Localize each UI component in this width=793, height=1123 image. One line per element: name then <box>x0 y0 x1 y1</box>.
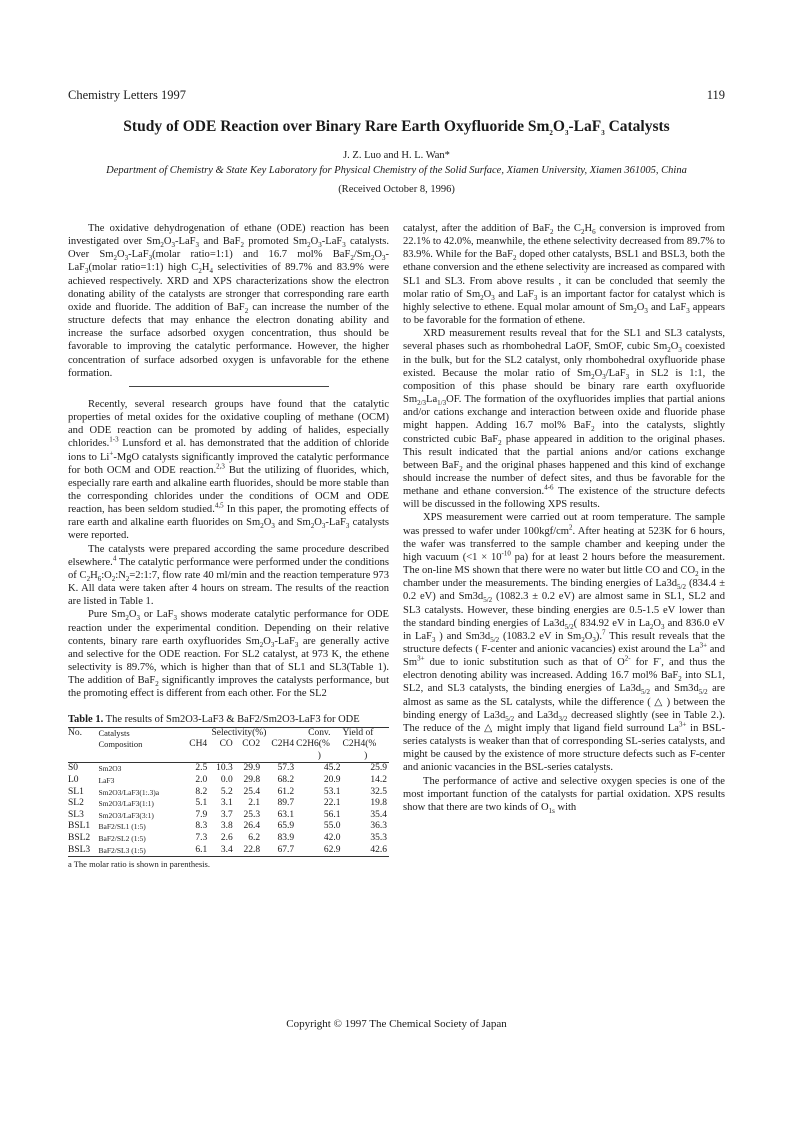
table-row <box>68 833 389 845</box>
cell-ch4: 7.3 <box>195 832 208 843</box>
paper-title: Study of ODE Reaction over Binary Rare Earth Oxyfluoride $Sm_2O_3-LaF_3$ Catalysts <box>123 118 670 138</box>
cell-yield: 36.3 <box>370 821 387 832</box>
left-column <box>68 222 389 871</box>
table-caption: Table 1. The results of Sm2O3-LaF3 & BaF2/Sm2O3-LaF3 for ODE <box>68 714 360 726</box>
cell-ch4: 6.1 <box>195 844 208 855</box>
cell-composition: Sm2O3/LaF3(3:1) <box>98 810 154 820</box>
cell-conv: 55.0 <box>323 821 341 832</box>
right-column <box>403 222 725 814</box>
table-row <box>68 821 389 833</box>
cell-c2h4: 61.2 <box>277 786 295 797</box>
body-paragraph: The performance of active and selective oxygen species is one of the most important function of the catalysts for partial oxidation. XPS results show that there are two kinds of $O_{1s}$ with <box>403 775 725 815</box>
cell-co: 3.8 <box>220 821 233 832</box>
cell-ch4: 8.3 <box>195 821 208 832</box>
cell-composition: BaF2/SL1 (1:5) <box>98 822 146 832</box>
cell-ch4: 8.2 <box>195 786 208 797</box>
cell-conv: 22.1 <box>323 798 341 809</box>
body-paragraph: Pure $Sm_2O_3$ or LaF$_3$ shows moderate catalytic performance for ODE reaction under the experimental condition. Depending on their relative contents, binary rare earth oxyfluorides $Sm_2O_3-LaF_3$ are generally active and selective for the ODE reaction. For SL2 catalyst, at 973 K, the ethene selectivity is 89.7%, which is higher than that of SL1 and SL3(Table 1). The addition of BaF$_2$ significantly improves the catalysts performance, but the promoting effect is different from each other. For the SL2 <box>68 609 390 700</box>
table-row <box>68 798 389 810</box>
cell-conv: 42.0 <box>323 832 341 843</box>
cell-conv: 62.9 <box>323 844 341 855</box>
cell-c2h4: 65.9 <box>277 821 295 832</box>
cell-yield: 42.6 <box>370 844 387 855</box>
body-paragraph: catalyst, after the addition of BaF$_2$ the $C_2H_6$ conversion is improved from 22.1% to 42.0%, meanwhile, the ethene selectivity decreased from 89.7% to 83.9%. While for the BaF$_2$ doped other catalysts, BSL1 and BSL3, both the ethane conversion and the ethene selectivity are increased as compared with SL1 and SL3. From above results , it can be concluded that seemly the molar ratio of $Sm_2O_3$ and LaF$_3$ is an important factor for catalyst which is highly selective to ethene. Equal molar amount of $Sm_2O_3$ and LaF$_3$ appears to be favorable for the formation of ethene. <box>403 223 725 327</box>
abstract: The oxidative dehydrogenation of ethane (ODE) reaction has been investigated over $Sm_2O_3-LaF_3$ and BaF$_2$ promoted $Sm_2O_3-LaF_3$ catalysts. Over $Sm_2O_3-LaF_3(molar$ ratio=1:1) and 16.7 mol% $BaF_2/Sm_2O_3-LaF_3(molar$ ratio=1:1) high $C_2H_4$ selectivities of 89.7% and 83.9% were achieved respectively. XRD and XPS characterizations show the electron donating ability of the catalysts are stronger that corresponding rare earth oxide and fluoride. The addition of BaF$_2$ can increase the number of the structure defects that may enhance the electron donating ability and increase the surface adsorbed oxygen concentration, thus should be favorable to improving the catalytic performance. However, the higher concentration of surface adsorbed oxygen is unfavorable for the ethene formation. <box>68 223 390 379</box>
table-row <box>68 810 389 822</box>
cell-composition: Sm2O3 <box>98 764 122 774</box>
cell-no: BSL2 <box>68 832 91 843</box>
cell-yield: 35.3 <box>370 832 387 843</box>
cell-co: 3.1 <box>220 798 233 809</box>
cell-ch4: 7.9 <box>195 809 208 820</box>
cell-ch4: 2.0 <box>195 775 208 785</box>
cell-c2h4: 83.9 <box>277 832 295 843</box>
abstract-divider <box>129 386 329 387</box>
cell-co2: 29.8 <box>243 775 261 785</box>
col-header-co: CO <box>219 739 233 750</box>
table-row <box>68 845 389 857</box>
col-header-composition: Composition <box>98 739 143 750</box>
cell-yield: 35.4 <box>370 809 387 820</box>
col-header-c2h4: C2H4 <box>271 739 295 750</box>
cell-co: 10.3 <box>216 763 233 774</box>
cell-conv: 56.1 <box>323 809 341 820</box>
cell-no: BSL3 <box>68 844 91 855</box>
cell-no: SL3 <box>68 809 84 820</box>
table-row <box>68 775 389 787</box>
col-header-conv: Conv. <box>308 727 331 738</box>
col-header-selectivity: Selectivity(%) <box>211 727 267 738</box>
cell-conv: 45.2 <box>323 763 341 774</box>
body-paragraph: Recently, several research groups have found that the catalytic properties of metal oxides for the oxidative coupling of methane (OCM) and ODE reaction can be promoted by adding of halides, especially chlorides.$^{1-3}$ Lunsford et al. has demonstrated that the addition of chloride ions to Li+-MgO catalysts significantly improved the catalytic performance for both OCM and ODE reaction.$^{2,3}$ But the utilizing of fluorides, which, especially rare earth and alkaline earth fluorides, should be more stable than the corresponding chlorides under the conditions of OCM and ODE reaction, has been seldom studied.$^{4,5}$ In this paper, the promoting effects of rare earth and alkaline earth fluorides on $Sm_2O_3$ and $Sm_2O_3-LaF_3$ catalysts were reported. <box>68 398 390 542</box>
col-header-yield: Yield of <box>342 727 374 738</box>
col-header-conv-sub: C2H6(% <box>296 739 330 750</box>
cell-no: L0 <box>68 775 79 785</box>
cell-c2h4: 89.7 <box>277 798 295 809</box>
col-header-no: No. <box>68 727 82 738</box>
cell-no: S0 <box>68 763 79 774</box>
cell-co2: 2.1 <box>248 798 261 809</box>
cell-no: SL1 <box>68 786 84 797</box>
cell-co2: 22.8 <box>243 844 261 855</box>
body-paragraph: XRD measurement results reveal that for the SL1 and SL3 catalysts, several phases such as rhombohedral LaOF, SmOF, cubic $Sm_2O_3$ coexisted in the bulk, but for the SL2 catalyst, only rhombohedral oxyfluoride phase existed. Because the molar ratio of $Sm_2O_3/LaF_3$ in SL2 is 1:1, the composition of this phase should be binary rare earth oxyfluoride $Sm_{2/3}La_{1/3}OF$. The formation of the oxyfluorides implies that partial anions and/or cations exchange and interaction between oxide and fluoride phase might happen. Adding 16.7 mol% BaF$_2$ into the catalysts, slightly constricted cubic BaF$_2$ phase appeared in addition to the original phases. This result indicated that the partial anions and/or cations exchange between BaF$_2$ and the original phases happened and this kind of exchange should increase the number of defect sites, and thus be favorable for the methane and ethane conversion.$^{4-6}$ The existence of the structure defects will be discussed in the following XPS results. <box>403 328 726 511</box>
cell-yield: 25.9 <box>370 763 387 774</box>
col-header-co2: CO2 <box>242 739 261 750</box>
cell-co: 5.2 <box>220 786 233 797</box>
cell-conv: 53.1 <box>323 786 341 797</box>
cell-composition: Sm2O3/LaF3(1:.3)a <box>98 787 160 797</box>
authors: J. Z. Luo and H. L. Wan* <box>343 150 450 161</box>
body-paragraph: The catalysts were prepared according the same procedure described elsewhere.$^4$ The catalytic performance were performed under the conditions of $C_2H_6:O_2:N_2=2:1:7$, flow rate 40 ml/min and the reaction temperature 973 K. All data were taken after 4 hours on stream. The results of the reaction are listed in Table 1. <box>68 543 389 608</box>
cell-yield: 19.8 <box>370 798 387 809</box>
col-header-conv-close: ) <box>317 750 321 761</box>
affiliation: Department of Chemistry & State Key Laboratory for Physical Chemistry of the Solid Surface, Xiamen University, Xiamen 361005, China <box>106 165 687 176</box>
cell-yield: 32.5 <box>370 786 387 797</box>
cell-c2h4: 57.3 <box>277 763 295 774</box>
cell-composition: Sm2O3/LaF3(1:1) <box>98 799 154 809</box>
table-row <box>68 763 389 775</box>
cell-composition: BaF2/SL3 (1:5) <box>98 845 146 855</box>
cell-composition: BaF2/SL2 (1:5) <box>98 833 146 843</box>
cell-co2: 6.2 <box>248 832 261 843</box>
cell-co: 0.0 <box>220 775 233 785</box>
table-row <box>68 787 389 799</box>
col-header-yield-sub: C2H4(% <box>342 739 377 750</box>
cell-no: SL2 <box>68 798 84 809</box>
col-header-catalysts: Catalysts <box>98 727 130 738</box>
cell-co2: 25.4 <box>243 786 261 797</box>
cell-co: 3.7 <box>220 809 233 820</box>
results-table <box>68 727 389 858</box>
cell-c2h4: 63.1 <box>277 809 295 820</box>
cell-conv: 20.9 <box>323 775 341 785</box>
cell-co: 3.4 <box>220 844 233 855</box>
cell-co: 2.6 <box>220 832 233 843</box>
journal-header: Chemistry Letters 1997 <box>68 88 187 102</box>
table-footnote: a The molar ratio is shown in parenthesis. <box>68 859 210 870</box>
col-header-ch4: CH4 <box>189 739 208 750</box>
copyright-footer: Copyright © 1997 The Chemical Society of Japan <box>286 1018 507 1030</box>
cell-yield: 14.2 <box>370 775 387 785</box>
cell-no: BSL1 <box>68 821 91 832</box>
cell-composition: LaF3 <box>98 776 115 785</box>
cell-c2h4: 67.7 <box>277 844 295 855</box>
cell-ch4: 2.5 <box>195 763 208 774</box>
cell-co2: 26.4 <box>243 821 261 832</box>
received-date: (Received October 8, 1996) <box>338 184 455 195</box>
body-paragraph: XPS measurement were carried out at room temperature. The sample was pressed to wafer under $100kgf/cm^2$. After heating at 523K for 6 hours, the wafer was transferred to the sample chamber and keeping under the high vacuum ($<1 \times 10^{-10}$ pa) for at least 2 hours before the measurement. The on-line MS shown that there were no water but little CO and $CO_2$ in the chamber under the measurements. The binding energies of $La3d_{5/2}$ (834.4 ± 0.2 eV) and $Sm3d_{5/2}$ (1082.3 ± 0.2 eV) are almost same in SL1, SL2 and SL3 catalysts. However, these binding energies are 0.5-1.5 eV lower than the standard binding energies of $La3d_{5/2}$( 834.92 eV in $La_2O_3$ and 836.0 eV in LaF$_3$ ) and $Sm3d_{5/2}$ (1083.2 eV in $Sm_2O_3).^7$ This result reveals that the structure defects ( F-center and anionic vacancies) exist around the $La^{3+}$ and $Sm^{3+}$ due to ionic substitution such as that of $O^{2-}$ for F-, and thus the electron denoting ability was increased. Adding 16.7 mol% BaF$_2$ into SL1, SL2, and SL3 catalysts, the binding energies of $La3d_{5/2}$ and $Sm3d_{5/2}$ are almost as same as the SL catalysts, while the difference ( △ ) between the binding energy of $La3d_{5/2}$ and $La3d_{3/2}$ decreased slightly (see in Table 2.). The reduce of the △ might imply that ligand field surround $La^{3+}$ in BSL-series catalysts is weaker than that of corresponding SL-series catalysts, and might be caused by the existence of more structure defects such as F-center and anionic vacancies in the BSL-series catalysts. <box>403 512 726 774</box>
table-body <box>68 763 389 857</box>
cell-ch4: 5.1 <box>195 798 208 809</box>
col-header-yield-close: ) <box>364 750 368 761</box>
cell-c2h4: 68.2 <box>277 775 295 785</box>
page-number: 119 <box>706 88 725 102</box>
cell-co2: 25.3 <box>243 809 261 820</box>
cell-co2: 29.9 <box>243 763 261 774</box>
